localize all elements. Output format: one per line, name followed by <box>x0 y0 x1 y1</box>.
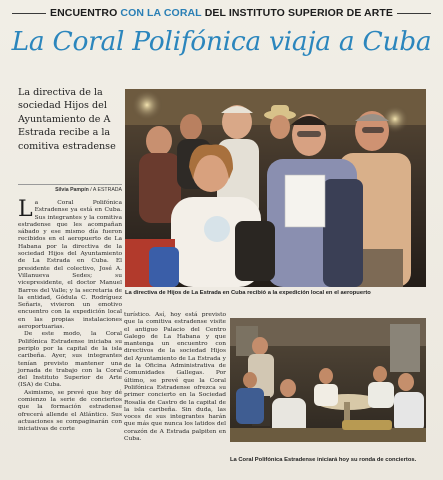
article-column-2 <box>124 312 226 443</box>
article-paragraph-1-text: a Coral Polifónica Estradense ya está en Cuba. Sus integrantes y la comitiva estradense que les acompañan sábado y ese mismo día fueron recibidos en el aeropuerto de La Habana por la directiva de la sociedad Hijos del Ayuntamiento de La Estrada en Cuba. El presidente del colectivo, José A. Villanueva Sedes; su vicepresidente, el doctor Manuel Barros del Valle; y la secretaria de la entidad, Gódula C. Rodríguez Señaris, vivieron un emotivo encuentro con la expedición local en las propias instalaciones aeroportuarias. <box>18 200 122 331</box>
photo-coral-group <box>230 318 426 442</box>
article-paragraph-3: Asimismo, se prevé que hoy dé comienzo la serie de conciertos que la formación estradense ofrecerá allende el Atlántico. Sus actuaciones se compaginarán con iniciativas de corte <box>18 389 122 433</box>
photo-airport-caption: La directiva de Hijos de La Estrada en Cuba recibió a la expedición local en el aeropuerto <box>125 290 371 296</box>
article-column-1 <box>18 197 122 434</box>
photo-coral-group-image <box>230 318 426 442</box>
section-kicker <box>8 4 435 22</box>
kicker-text-3: DEL INSTITUTO SUPERIOR DE ARTE <box>204 7 394 19</box>
article-subhead: La directiva de la sociedad Hijos del Ayuntamiento de A Estrada recibe a la comitiva estradense <box>18 87 116 152</box>
kicker-rule-left <box>12 13 46 14</box>
article-paragraph-4: turístico. Así, hoy está previsto que la comitiva estradense visite el antiguo Palacio del Centro Galego de La Habana y que mantenga un encuentro con directivos de la sociedad Hijos del Ayuntamiento de La Estrada y de la Oficina Administrativa de Comunidades Gallegas. Por último, se prevé que la Coral Polifónica Estradense ofrezca su primer concierto en la Sociedad Rosalía de Castro de la capital de la isla caribeña. Sin duda, las voces de sus integrantes harán que más que nunca los latidos del corazón de A Estrada palpiten en Cuba. <box>124 312 226 443</box>
article-headline: La Coral Polifónica viaja a Cuba <box>11 26 432 57</box>
kicker-text-2: CON LA CORAL <box>120 7 202 19</box>
photo-airport-reception <box>125 89 426 287</box>
kicker-text-1: ENCUENTRO <box>49 7 118 19</box>
drop-cap: L <box>18 197 33 222</box>
article-byline <box>18 184 122 193</box>
byline-place: / A ESTRADA <box>90 187 122 193</box>
article-paragraph-1 <box>18 197 122 331</box>
photo-coral-caption: La Coral Polifónica Estradense iniciará hoy su ronda de conciertos. <box>230 457 417 463</box>
photo-airport-reception-image <box>125 89 426 287</box>
byline-author: Silvia Pampín <box>55 187 89 193</box>
kicker-rule-right <box>397 13 431 14</box>
article-paragraph-2: De este modo, la Coral Polifónica Estradense iniciaba su periplo por la capital de la isla caribeña. Ayer, sus integrantes tenían previsto mantener una jornada de trabajo con la Coral del Instituto Superior de Arte (ISA) de Cuba. <box>18 331 122 389</box>
